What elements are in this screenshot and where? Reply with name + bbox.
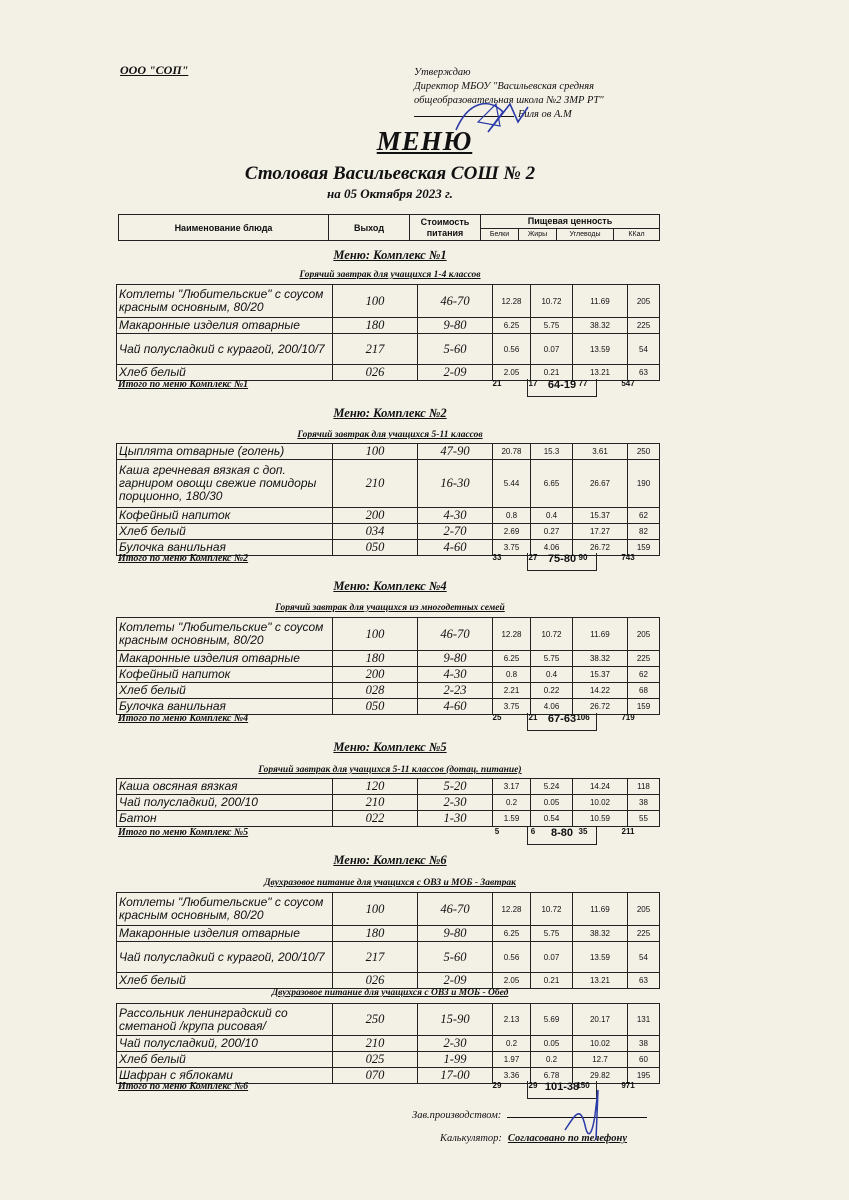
menu-total-carbs: 106: [576, 713, 590, 722]
calculator-signature: [560, 1085, 610, 1155]
dish-kcal: 63: [628, 365, 660, 381]
dish-price: 5-60: [418, 942, 493, 973]
dish-proteins: 20.78: [493, 444, 531, 460]
dish-price: 2-23: [418, 683, 493, 699]
dish-kcal: 62: [628, 508, 660, 524]
dish-row: [117, 460, 660, 508]
section-title: Горячий завтрак для учащихся 5-11 классов: [297, 430, 483, 440]
dish-row: [117, 524, 660, 540]
dish-kcal: 131: [628, 1004, 660, 1036]
dish-fats: 0.4: [531, 667, 573, 683]
dish-proteins: 12.28: [493, 618, 531, 651]
col-header-fats: Жиры: [519, 228, 557, 240]
dish-name: Котлеты "Любительские" с соусом красным основным, 80/20: [117, 285, 333, 318]
col-header-nutrition: Пищевая ценность: [481, 215, 660, 229]
section-title: Горячий завтрак для учащихся 5-11 классов (дотац. питание): [258, 765, 522, 775]
dish-price: 15-90: [418, 1004, 493, 1036]
dish-kcal: 118: [628, 779, 660, 795]
menu-total-fats: 29: [528, 1081, 538, 1090]
dish-proteins: 3.17: [493, 779, 531, 795]
dish-yield: 180: [333, 926, 418, 942]
dish-yield: 026: [333, 973, 418, 989]
dish-name: Хлеб белый: [117, 973, 333, 989]
dish-carbs: 14.24: [573, 779, 628, 795]
dish-name: Макаронные изделия отварные: [117, 926, 333, 942]
column-header-table: [118, 214, 660, 241]
dish-row: [117, 795, 660, 811]
dish-kcal: 54: [628, 334, 660, 365]
menu-total-kcal: 743: [621, 553, 635, 562]
menu-total-price: 101-38: [527, 1081, 597, 1099]
dish-kcal: 225: [628, 318, 660, 334]
dish-row: [117, 508, 660, 524]
dish-fats: 0.07: [531, 942, 573, 973]
production-manager-label: Зав.производством:: [412, 1110, 502, 1121]
dish-kcal: 205: [628, 618, 660, 651]
dish-fats: 0.21: [531, 365, 573, 381]
dish-price: 46-70: [418, 618, 493, 651]
approval-line-2: Директор МБОУ "Васильевская средняя: [414, 81, 595, 92]
dish-proteins: 0.2: [493, 795, 531, 811]
dish-yield: 200: [333, 667, 418, 683]
approver-name: Биля ов А.М: [518, 109, 572, 120]
dish-fats: 0.21: [531, 973, 573, 989]
dish-yield: 200: [333, 508, 418, 524]
dish-kcal: 63: [628, 973, 660, 989]
dish-yield: 070: [333, 1068, 418, 1084]
dish-carbs: 15.37: [573, 667, 628, 683]
dish-row: [117, 1036, 660, 1052]
menu-items-table: [116, 778, 660, 827]
dish-proteins: 5.44: [493, 460, 531, 508]
dish-name: Чай полусладкий с курагой, 200/10/7: [117, 942, 333, 973]
menu-total-carbs: 150: [576, 1081, 590, 1090]
dish-yield: 100: [333, 444, 418, 460]
dish-proteins: 3.75: [493, 540, 531, 556]
dish-proteins: 0.2: [493, 1036, 531, 1052]
dish-proteins: 12.28: [493, 285, 531, 318]
dish-name: Хлеб белый: [117, 683, 333, 699]
dish-name: Хлеб белый: [117, 524, 333, 540]
dish-price: 2-09: [418, 365, 493, 381]
dish-carbs: 11.69: [573, 618, 628, 651]
dish-carbs: 11.69: [573, 893, 628, 926]
dish-yield: 050: [333, 699, 418, 715]
dish-kcal: 55: [628, 811, 660, 827]
dish-proteins: 2.13: [493, 1004, 531, 1036]
dish-fats: 5.24: [531, 779, 573, 795]
dish-name: Каша гречневая вязкая с доп. гарниром овощи свежие помидоры порционно, 180/30: [117, 460, 333, 508]
menu-total-label: Итого по меню Комплекс №5: [118, 827, 249, 838]
menu-items-table: [116, 1003, 660, 1084]
menu-total-kcal: 971: [621, 1081, 635, 1090]
dish-carbs: 13.59: [573, 334, 628, 365]
dish-carbs: 38.32: [573, 318, 628, 334]
dish-proteins: 12.28: [493, 893, 531, 926]
dish-name: Хлеб белый: [117, 365, 333, 381]
dish-row: [117, 334, 660, 365]
dish-fats: 0.22: [531, 683, 573, 699]
dish-kcal: 60: [628, 1052, 660, 1068]
menu-total-label: Итого по меню Комплекс №4: [118, 713, 249, 724]
dish-fats: 10.72: [531, 618, 573, 651]
dish-fats: 6.65: [531, 460, 573, 508]
dish-proteins: 6.25: [493, 926, 531, 942]
dish-name: Батон: [117, 811, 333, 827]
dish-carbs: 3.61: [573, 444, 628, 460]
dish-carbs: 38.32: [573, 651, 628, 667]
dish-kcal: 68: [628, 683, 660, 699]
dish-row: [117, 1004, 660, 1036]
dish-proteins: 2.05: [493, 365, 531, 381]
calculator-value: Согласовано по телефону: [507, 1133, 628, 1144]
dish-carbs: 10.02: [573, 795, 628, 811]
menu-title: Меню: Комплекс №4: [333, 579, 447, 593]
dish-carbs: 15.37: [573, 508, 628, 524]
dish-row: [117, 285, 660, 318]
dish-name: Булочка ванильная: [117, 540, 333, 556]
dish-fats: 10.72: [531, 893, 573, 926]
dish-price: 4-30: [418, 508, 493, 524]
dish-kcal: 54: [628, 942, 660, 973]
dish-price: 5-60: [418, 334, 493, 365]
dish-price: 4-60: [418, 699, 493, 715]
dish-proteins: 2.05: [493, 973, 531, 989]
dish-carbs: 13.21: [573, 365, 628, 381]
col-header-price: Стоимость питания: [410, 215, 481, 241]
dish-yield: 210: [333, 1036, 418, 1052]
dish-yield: 100: [333, 285, 418, 318]
dish-name: Шафран с яблоками: [117, 1068, 333, 1084]
dish-yield: 026: [333, 365, 418, 381]
dish-carbs: 38.32: [573, 926, 628, 942]
menu-total-proteins: 25: [492, 713, 502, 722]
approval-line-1: Утверждаю: [414, 67, 471, 78]
dish-row: [117, 444, 660, 460]
dish-proteins: 6.25: [493, 318, 531, 334]
dish-kcal: 38: [628, 1036, 660, 1052]
menu-total-row: [116, 553, 660, 570]
dish-carbs: 20.17: [573, 1004, 628, 1036]
dish-kcal: 250: [628, 444, 660, 460]
dish-kcal: 159: [628, 540, 660, 556]
menu-total-kcal: 547: [621, 379, 635, 388]
menu-total-proteins: 5: [494, 827, 500, 836]
dish-carbs: 10.02: [573, 1036, 628, 1052]
dish-kcal: 225: [628, 926, 660, 942]
dish-row: [117, 1052, 660, 1068]
dish-kcal: 38: [628, 795, 660, 811]
dish-name: Чай полусладкий, 200/10: [117, 795, 333, 811]
page-title: МЕНЮ: [376, 126, 473, 156]
dish-price: 2-30: [418, 795, 493, 811]
dish-proteins: 6.25: [493, 651, 531, 667]
menu-total-fats: 21: [528, 713, 538, 722]
menu-total-price: 8-80: [527, 827, 597, 845]
dish-price: 9-80: [418, 926, 493, 942]
dish-proteins: 0.8: [493, 508, 531, 524]
dish-price: 5-20: [418, 779, 493, 795]
dish-price: 16-30: [418, 460, 493, 508]
menu-items-table: [116, 892, 660, 989]
dish-price: 9-80: [418, 318, 493, 334]
menu-total-price: 64-19: [527, 379, 597, 397]
dish-price: 17-00: [418, 1068, 493, 1084]
dish-price: 1-30: [418, 811, 493, 827]
menu-date: на 05 Октября 2023 г.: [327, 186, 453, 201]
dish-name: Кофейный напиток: [117, 667, 333, 683]
dish-fats: 0.4: [531, 508, 573, 524]
dish-yield: 180: [333, 318, 418, 334]
dish-row: [117, 973, 660, 989]
menu-items-table: [116, 443, 660, 556]
dish-fats: 15.3: [531, 444, 573, 460]
dish-fats: 5.75: [531, 318, 573, 334]
dish-price: 4-60: [418, 540, 493, 556]
menu-total-carbs: 90: [578, 553, 588, 562]
dish-name: Чай полусладкий с курагой, 200/10/7: [117, 334, 333, 365]
dish-name: Булочка ванильная: [117, 699, 333, 715]
dish-carbs: 12.7: [573, 1052, 628, 1068]
dish-carbs: 13.59: [573, 942, 628, 973]
dish-yield: 217: [333, 942, 418, 973]
col-header-name: Наименование блюда: [119, 215, 329, 241]
dish-proteins: 0.56: [493, 942, 531, 973]
dish-kcal: 225: [628, 651, 660, 667]
dish-yield: 120: [333, 779, 418, 795]
menu-total-fats: 27: [528, 553, 538, 562]
dish-carbs: 17.27: [573, 524, 628, 540]
section-title: Двухразовое питание для учащихся с ОВЗ и МОБ - Обед: [271, 988, 509, 998]
menu-total-carbs: 77: [578, 379, 588, 388]
dish-price: 4-30: [418, 667, 493, 683]
dish-name: Каша овсяная вязкая: [117, 779, 333, 795]
dish-yield: 028: [333, 683, 418, 699]
menu-total-label: Итого по меню Комплекс №6: [118, 1081, 249, 1092]
dish-fats: 4.06: [531, 540, 573, 556]
dish-fats: 0.27: [531, 524, 573, 540]
dish-row: [117, 618, 660, 651]
dish-carbs: 26.72: [573, 699, 628, 715]
dish-row: [117, 811, 660, 827]
dish-fats: 10.72: [531, 285, 573, 318]
dish-kcal: 205: [628, 285, 660, 318]
col-header-kcal: ККал: [614, 228, 660, 240]
dish-price: 2-09: [418, 973, 493, 989]
organization-name: ООО "СОП": [120, 63, 189, 77]
dish-price: 2-70: [418, 524, 493, 540]
dish-yield: 217: [333, 334, 418, 365]
menu-total-proteins: 21: [492, 379, 502, 388]
dish-proteins: 0.8: [493, 667, 531, 683]
menu-total-proteins: 33: [492, 553, 502, 562]
dish-fats: 5.69: [531, 1004, 573, 1036]
dish-fats: 6.78: [531, 1068, 573, 1084]
dish-price: 46-70: [418, 893, 493, 926]
dish-carbs: 29.82: [573, 1068, 628, 1084]
dish-kcal: 159: [628, 699, 660, 715]
dish-proteins: 0.56: [493, 334, 531, 365]
dish-row: [117, 318, 660, 334]
calculator-line: [440, 1133, 627, 1144]
dish-price: 2-30: [418, 1036, 493, 1052]
dish-name: Хлеб белый: [117, 1052, 333, 1068]
dish-carbs: 11.69: [573, 285, 628, 318]
menu-items-table: [116, 617, 660, 715]
dish-price: 47-90: [418, 444, 493, 460]
dish-price: 46-70: [418, 285, 493, 318]
dish-fats: 0.05: [531, 795, 573, 811]
dish-proteins: 3.36: [493, 1068, 531, 1084]
dish-name: Котлеты "Любительские" с соусом красным основным, 80/20: [117, 618, 333, 651]
menu-total-label: Итого по меню Комплекс №2: [118, 553, 249, 564]
dish-fats: 4.06: [531, 699, 573, 715]
menu-total-carbs: 35: [578, 827, 588, 836]
menu-total-price: 75-80: [527, 553, 597, 571]
dish-carbs: 26.72: [573, 540, 628, 556]
dish-kcal: 82: [628, 524, 660, 540]
dish-row: [117, 926, 660, 942]
dish-name: Котлеты "Любительские" с соусом красным основным, 80/20: [117, 893, 333, 926]
dish-row: [117, 667, 660, 683]
col-header-proteins: Белки: [481, 228, 519, 240]
menu-items-table: [116, 284, 660, 381]
menu-total-price: 67-63: [527, 713, 597, 731]
dish-kcal: 190: [628, 460, 660, 508]
menu-total-row: [116, 379, 660, 396]
dish-fats: 0.05: [531, 1036, 573, 1052]
dish-carbs: 26.67: [573, 460, 628, 508]
dish-name: Макаронные изделия отварные: [117, 651, 333, 667]
dish-yield: 034: [333, 524, 418, 540]
dish-proteins: 2.21: [493, 683, 531, 699]
dish-proteins: 3.75: [493, 699, 531, 715]
menu-total-row: [116, 713, 660, 730]
calculator-label: Калькулятор:: [440, 1133, 502, 1144]
menu-title: Меню: Комплекс №5: [333, 740, 447, 754]
dish-name: Цыплята отварные (голень): [117, 444, 333, 460]
dish-row: [117, 893, 660, 926]
dish-proteins: 1.59: [493, 811, 531, 827]
dish-row: [117, 683, 660, 699]
dish-kcal: 62: [628, 667, 660, 683]
col-header-carbs: Углеводы: [557, 228, 614, 240]
dish-yield: 250: [333, 1004, 418, 1036]
dish-fats: 5.75: [531, 926, 573, 942]
dish-name: Кофейный напиток: [117, 508, 333, 524]
dish-fats: 5.75: [531, 651, 573, 667]
dish-name: Чай полусладкий, 200/10: [117, 1036, 333, 1052]
dish-yield: 180: [333, 651, 418, 667]
menu-title: Меню: Комплекс №1: [333, 248, 447, 262]
dish-row: [117, 942, 660, 973]
dish-proteins: 1.97: [493, 1052, 531, 1068]
dish-fats: 0.54: [531, 811, 573, 827]
production-manager-line: [412, 1110, 647, 1121]
dish-price: 1-99: [418, 1052, 493, 1068]
dish-carbs: 13.21: [573, 973, 628, 989]
dish-kcal: 195: [628, 1068, 660, 1084]
dish-fats: 0.07: [531, 334, 573, 365]
menu-total-fats: 17: [528, 379, 538, 388]
dish-carbs: 14.22: [573, 683, 628, 699]
dish-name: Макаронные изделия отварные: [117, 318, 333, 334]
dish-kcal: 205: [628, 893, 660, 926]
menu-title: Меню: Комплекс №6: [333, 853, 447, 867]
dish-row: [117, 651, 660, 667]
dish-yield: 100: [333, 893, 418, 926]
dish-name: Рассольник ленинградский со сметаной /крупа рисовая/: [117, 1004, 333, 1036]
dish-yield: 022: [333, 811, 418, 827]
menu-total-row: [116, 827, 660, 844]
dish-yield: 210: [333, 460, 418, 508]
dish-yield: 100: [333, 618, 418, 651]
menu-total-proteins: 29: [492, 1081, 502, 1090]
menu-total-fats: 6: [530, 827, 536, 836]
dish-yield: 210: [333, 795, 418, 811]
menu-total-label: Итого по меню Комплекс №1: [118, 379, 249, 390]
dish-proteins: 2.69: [493, 524, 531, 540]
dish-price: 9-80: [418, 651, 493, 667]
section-title: Горячий завтрак для учащихся 1-4 классов: [299, 270, 481, 280]
dish-yield: 025: [333, 1052, 418, 1068]
section-title: Горячий завтрак для учащихся из многодетных семей: [275, 603, 505, 613]
menu-total-kcal: 719: [621, 713, 635, 722]
dish-row: [117, 779, 660, 795]
menu-total-kcal: 211: [621, 827, 635, 836]
menu-title: Меню: Комплекс №2: [333, 406, 447, 420]
canteen-name: Столовая Васильевская СОШ № 2: [244, 163, 536, 184]
dish-yield: 050: [333, 540, 418, 556]
dish-carbs: 10.59: [573, 811, 628, 827]
section-title: Двухразовое питание для учащихся с ОВЗ и МОБ - Завтрак: [264, 878, 516, 888]
dish-fats: 0.2: [531, 1052, 573, 1068]
approval-line-3: общеобразовательная школа №2 ЗМР РТ": [414, 95, 604, 106]
col-header-yield: Выход: [329, 215, 410, 241]
